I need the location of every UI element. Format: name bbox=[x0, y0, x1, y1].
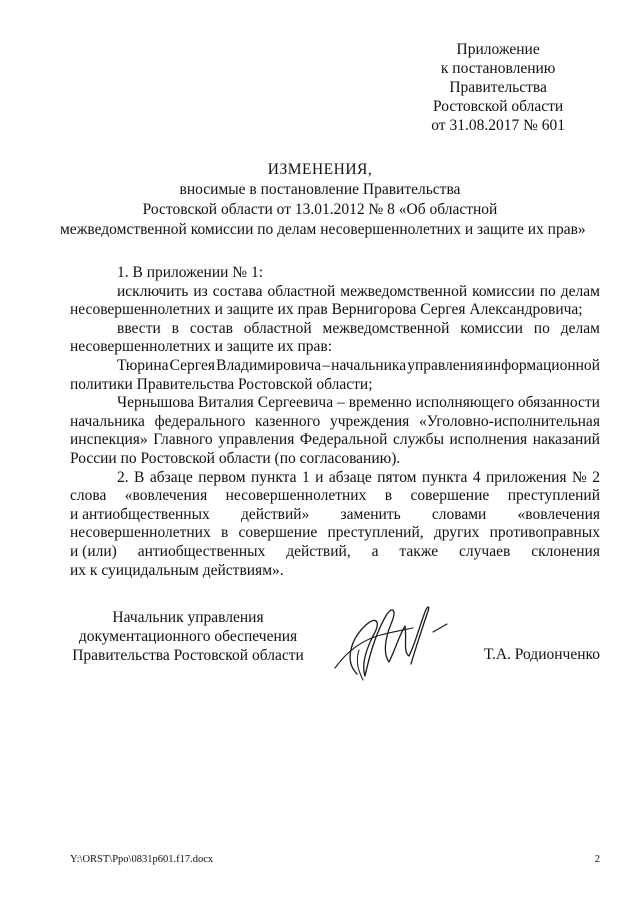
document-body bbox=[70, 264, 600, 580]
paragraph-line bbox=[70, 394, 600, 413]
word: Главного bbox=[153, 431, 213, 449]
word: «вовлечения bbox=[124, 487, 208, 505]
word: межведомственной bbox=[340, 282, 468, 300]
word: службы bbox=[393, 431, 444, 449]
word: комиссии bbox=[460, 319, 523, 337]
word: несовершеннолетних bbox=[70, 524, 211, 542]
word: пятом bbox=[377, 468, 417, 486]
word: преступлений, bbox=[327, 524, 424, 542]
appendix-line: к постановлению bbox=[440, 60, 556, 77]
signatory-title-line: документационного обеспечения bbox=[78, 628, 298, 645]
word: и bbox=[315, 468, 324, 486]
word: состав bbox=[189, 319, 233, 337]
word: по bbox=[539, 282, 556, 300]
word: управления bbox=[218, 431, 295, 449]
word: «Уголовно-исполнительная bbox=[418, 412, 600, 430]
word: в bbox=[171, 319, 179, 337]
word: федерального bbox=[154, 412, 246, 430]
word: исполнения bbox=[449, 431, 528, 449]
word: абзаце bbox=[149, 468, 193, 486]
signatory-name: Т.А. Родионченко bbox=[484, 646, 600, 663]
document-heading bbox=[60, 160, 586, 240]
word: областной bbox=[243, 319, 312, 337]
word: Тюрина bbox=[117, 356, 169, 374]
word: и (или) bbox=[70, 542, 117, 560]
word: исключить bbox=[117, 282, 189, 300]
word: областной bbox=[267, 282, 336, 300]
word: состава bbox=[212, 282, 263, 300]
paragraph-line bbox=[70, 357, 600, 376]
word: – bbox=[322, 356, 331, 374]
word: Федеральной bbox=[299, 431, 388, 449]
word: приложения bbox=[486, 468, 567, 486]
appendix-line: Приложение bbox=[456, 41, 540, 58]
word: случаев bbox=[459, 542, 511, 560]
paragraph-line: политики Правительства Ростовской области; bbox=[70, 375, 373, 393]
word: пункта bbox=[421, 468, 468, 486]
word: действий, bbox=[286, 542, 351, 560]
paragraph-line: России по Ростовской области (по согласованию). bbox=[70, 449, 401, 467]
word: делам bbox=[560, 319, 600, 337]
signatory-title-line: Правительства Ростовской области bbox=[72, 647, 304, 664]
heading-line: межведомственной комиссии по делам несовершеннолетних и защите их прав» bbox=[60, 221, 586, 238]
word: противоправных bbox=[489, 524, 600, 542]
page-number: 2 bbox=[594, 854, 600, 865]
paragraph-line bbox=[70, 431, 600, 450]
appendix-line: Ростовской области bbox=[433, 98, 564, 115]
signatory-title-line: Начальник управления bbox=[112, 609, 264, 626]
word: Виталия bbox=[198, 394, 254, 412]
file-path: Y:\ORST\Ppo\0831p601.f17.docx bbox=[70, 854, 214, 865]
word: других bbox=[433, 524, 480, 542]
paragraph-line: 1. В приложении № 1: bbox=[117, 264, 264, 281]
word: антиобщественных bbox=[137, 542, 266, 560]
word: в bbox=[384, 487, 393, 505]
appendix-line: Правительства bbox=[449, 79, 547, 96]
word: заменить bbox=[340, 505, 401, 523]
handwritten-signature bbox=[315, 592, 465, 687]
word: наказаний bbox=[532, 431, 600, 449]
word: совершение bbox=[410, 487, 490, 505]
word: в bbox=[220, 524, 229, 542]
word: первом bbox=[198, 468, 246, 486]
word: временно bbox=[348, 394, 412, 412]
word: ввести bbox=[117, 319, 161, 337]
word: исполняющего bbox=[415, 394, 514, 412]
word: абзаце bbox=[328, 468, 372, 486]
paragraph-line: их к суицидальным действиям». bbox=[70, 561, 284, 579]
word: 2 bbox=[592, 468, 600, 486]
word: преступлений bbox=[507, 487, 600, 505]
document-title: ИЗМЕНЕНИЯ, bbox=[267, 161, 373, 178]
paragraph-line bbox=[70, 506, 600, 525]
word: а bbox=[371, 542, 379, 560]
word: – bbox=[337, 394, 345, 412]
paragraph-line: несовершеннолетних и защите их прав Вернигорова Сергея Александровича; bbox=[70, 301, 583, 319]
paragraph-line bbox=[70, 487, 600, 506]
word: казенного bbox=[255, 412, 321, 430]
word: словами bbox=[431, 505, 487, 523]
heading-line: Ростовской области от 13.01.2012 № 8 «Об областной bbox=[142, 201, 498, 218]
word: делам bbox=[560, 282, 600, 300]
paragraph-line bbox=[70, 543, 600, 562]
paragraph-line bbox=[70, 524, 600, 543]
word: начальника bbox=[70, 412, 145, 430]
paragraph-line bbox=[70, 469, 600, 488]
word: учреждения bbox=[329, 412, 410, 430]
paragraph-line: несовершеннолетних и защите их прав: bbox=[70, 338, 333, 356]
word: Сергея bbox=[169, 356, 215, 374]
word: по bbox=[533, 319, 550, 337]
paragraph-line bbox=[70, 320, 600, 339]
heading-line: вносимые в постановление Правительства bbox=[179, 181, 461, 198]
signatory-title bbox=[70, 608, 306, 665]
word: межведомственной bbox=[322, 319, 450, 337]
appendix-line: от 31.08.2017 № 601 bbox=[431, 117, 565, 134]
word: действий» bbox=[240, 505, 310, 523]
word: № bbox=[571, 468, 587, 486]
word: и антиобщественных bbox=[70, 505, 210, 523]
word: Чернышова bbox=[117, 394, 195, 412]
word: из bbox=[193, 282, 208, 300]
word: информационной bbox=[484, 356, 600, 374]
word: 4 bbox=[472, 468, 481, 486]
word: Сергеевича bbox=[257, 394, 334, 412]
word: управления bbox=[407, 356, 484, 374]
word: комиссии bbox=[472, 282, 535, 300]
word: 2. bbox=[117, 468, 129, 486]
word: склонения bbox=[531, 542, 600, 560]
word: совершение bbox=[238, 524, 318, 542]
word: инспекция» bbox=[70, 431, 148, 449]
word: В bbox=[134, 468, 145, 486]
word: «вовлечения bbox=[517, 505, 600, 523]
word: также bbox=[399, 542, 439, 560]
paragraph-line bbox=[70, 283, 600, 302]
word: 1 bbox=[301, 468, 310, 486]
word: начальника bbox=[331, 356, 407, 374]
word: обязанности bbox=[517, 394, 600, 412]
word: Владимировича bbox=[216, 356, 322, 374]
word: несовершеннолетних bbox=[225, 487, 367, 505]
word: пункта bbox=[251, 468, 297, 486]
word: слова bbox=[70, 487, 107, 505]
paragraph-line bbox=[70, 413, 600, 432]
appendix-reference bbox=[431, 40, 565, 135]
